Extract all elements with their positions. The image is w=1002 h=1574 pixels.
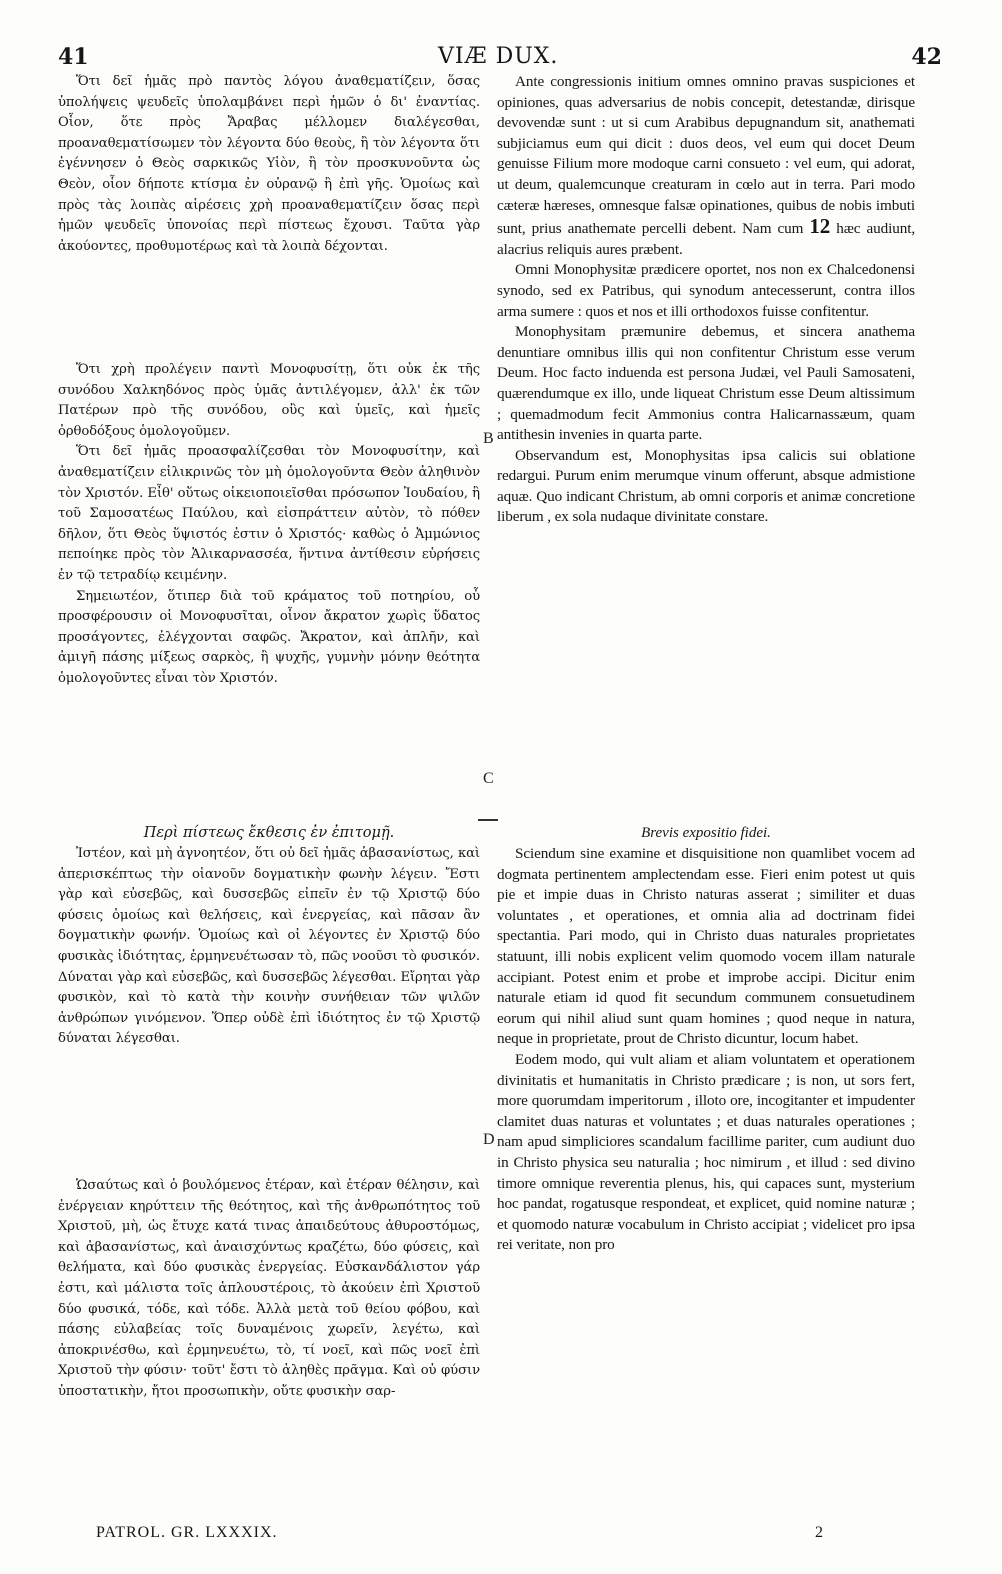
greek-paragraph-1: Ὅτι δεῖ ἡμᾶς πρὸ παντὸς λόγου ἀναθεματίζειν, ὅσας ὑπολήψεις ψευδεῖς ὑπολαμβάνει περὶ ἡμῶν ὁ δι' ἐναντίας. Οἷον, ὅτε πρὸς Ἄραβας μέλλομεν διαλέγεσθαι, προαναθεματίσωμεν τὸν λέγοντα δύο θεοὺς, ἢ τὸν λέγοντα ὅτι ἐγέννησεν ὁ Θεὸς σαρκικῶς Υἱὸν, ἢ τὸν προσκυνοῦντα ὡς Θεὸν, οἷον δήποτε κτίσμα ἐν οὐρανῷ ἢ ἐπὶ γῆς. Ὁμοίως καὶ πρὸς τὰς λοιπὰς αἱρέσεις χρὴ προαναθεματίζειν ὅσας περὶ ἡμῶν ψευδεῖς ὑπονοίας περὶ πίστεως ἔχουσι. Ταῦτα γὰρ ἀκούοντες, προθυμοτέρως καὶ τὰ λοιπὰ δέχονται. xyxy=(58,74,480,254)
latin-section-1 xyxy=(497,72,915,528)
latin-paragraph-3: Monophysitam præmunire debemus, et sincera anathema denuntiare omnibus illis qui non confitentur Christum esse verum Deum. Hoc facto induenda est persona Judæi, vel Pauli Samosateni, quærendumque ex illo, unde liqueat Christum esse Deum altissimum ; quemadmodum fecit Ammonius contra Halicarnassæum, quam antithesin invenies in quarta parte. xyxy=(497,323,915,444)
latin-heading: Brevis expositio fidei. xyxy=(641,825,771,841)
running-title: VIÆ DUX. xyxy=(438,44,559,69)
greek-paragraph-5: Ἰστέον, καὶ μὴ ἀγνοητέον, ὅτι οὐ δεῖ ἡμᾶς ἀβασανίστως, καὶ ἀπερισκέπτως τὴν οἱανοῦν δογματικὴν φωνὴν λέγειν. Ἔστι γὰρ καὶ εὐσεβῶς, καὶ δυσσεβῶς εἰπεῖν ἐν τῷ Χριστῷ δύο φύσεις ὁμοίως καὶ θελήσεις, καὶ ἐνεργείας, καὶ πᾶσαν ἂν δογματικὴν φωνήν. Ὁμοίως καὶ οἱ λέγοντες ἐν Χριστῷ δύο φυσικὰς ἰδιότητας, ἑρμηνευέτωσαν τὸ, πῶς νοοῦσι τὸ φυσικόν. Δύναται γὰρ καὶ εὐσεβῶς, καὶ δυσσεβῶς λέγεσθαι. Εἴρηται γὰρ φυσικὸν, καὶ τὸ κατὰ τὴν κοινὴν συνήθειαν τῶν ψιλῶν ἀνθρώπων γινόμενον. Ὅπερ οὐδὲ ἐπὶ ἰδιότητος ἐν τῷ Χριστῷ δύναται λέγεσθαι. xyxy=(58,846,480,1047)
greek-section-3 xyxy=(58,822,480,1050)
latin-paragraph-6: Eodem modo, qui vult aliam et aliam voluntatem et operationem divinitatis et humanitatis in Christo prædicare ; is non, ut sors fert, more quorumdam imperitorum , illoto ore, incogitanter et impudenter clamitet duas naturas et voluntates ; et duas naturales operationes ; nam apud simpliciores scandalum facillime pariter, cum audiunt duo in Christo physica seu naturalia ; hoc nimirum , et illud : sed divino timore omnique reverentia plenus, his, qui capaces sunt, mysterium hoc pandat, rogatusque respondeat, et explicet, quid nomine naturæ ; et quomodo naturæ vocabulum in Christo accipiat ; videlicet pro ipsa rei veritate, non pro xyxy=(497,1050,915,1254)
page-header xyxy=(58,44,942,74)
greek-section-2 xyxy=(58,360,480,690)
latin-paragraph-2: Omni Monophysitæ prædicere oportet, nos non ex Chalcedonensi synodo, sed ex Patribus, qui synodum antecesserunt, contra illos arma sumere : quos et nos et illi orthodoxos fuisse confitentur. xyxy=(497,261,915,320)
latin-paragraph-4: Observandum est, Monophysitas ipsa calicis sui oblatione redargui. Purum enim merumque vinum offerunt, absque admistione aquæ. Quo indicant Christum, ab omni corporis et animæ concretione liberum , ex sola nudaque divinitate constare. xyxy=(497,446,915,526)
margin-marker-b: B xyxy=(483,430,494,447)
latin-paragraph-1 xyxy=(497,72,915,260)
greek-paragraph-4: Σημειωτέον, ὅτιπερ διὰ τοῦ κράματος τοῦ ποτηρίου, οὗ προσφέρουσιν οἱ Μονοφυσῖται, οἶνον ἄκρατον χωρὶς ὕδατος προσάγοντες, ἐλέγχονται σαφῶς. Ἄκρατον, καὶ ἁπλῆν, καὶ ἀμιγῆ πάσης μίξεως σαρκὸς, ἢ ψυχῆς, γυμνὴν μόνην θεότητα ὁμολογοῦντες εἶναι τὸν Χριστόν. xyxy=(58,588,480,686)
footer-signature: PATROL. GR. LXXXIX. xyxy=(96,1524,278,1541)
footer-sheet-number: 2 xyxy=(815,1524,823,1541)
greek-section-1 xyxy=(58,72,480,257)
greek-paragraph-2: Ὅτι χρὴ προλέγειν παντὶ Μονοφυσίτῃ, ὅτι οὐκ ἐκ τῆς συνόδου Χαλκηδόνος πρὸς ὑμᾶς ἀντιλέγομεν, ἀλλ' ἐκ τῶν Πατέρων πρὸ τῆς συνόδου, οὓς καὶ ὑμεῖς, καὶ ἡμεῖς ὀρθοδόξους ὁμολογοῦμεν. xyxy=(58,362,480,439)
page-number-right: 42 xyxy=(911,44,942,70)
greek-heading: Περὶ πίστεως ἔκθεσις ἐν ἐπιτομῇ. xyxy=(143,825,395,841)
greek-paragraph-6: Ὡσαύτως καὶ ὁ βουλόμενος ἑτέραν, καὶ ἑτέραν θέλησιν, καὶ ἐνέργειαν κηρύττειν τῆς θεότητος, καὶ τῆς ἀνθρωπότητος τοῦ Χριστοῦ, μὴ, ὡς ἔτυχε κατά τινας ἀπαιδεύτους ἀθυροστόμως, καὶ ἀβασανίστως, καὶ ἀναισχύντως κραζέτω, δύο φύσεις, καὶ θελήματα, καὶ δύο φυσικὰς ἐνεργείας. Εὐσκανδάλιστον γάρ ἐστι, καὶ μάλιστα τοῖς ἁπλουστέροις, τὸ ἀκούειν ἐπὶ Χριστοῦ δύο φυσικά, τόδε, καὶ τόδε. Ἀλλὰ μετὰ τοῦ θείου φόβου, καὶ πάσης εὐλαβείας τοῖς δυναμένοις χωρεῖν, λεγέτω, καὶ ἀποκρινέσθω, καὶ ἑρμηνευέτω, τὸ, τί νοεῖ, καὶ πῶς νοεῖ ἐπὶ Χριστοῦ τὴν φύσιν· τοῦτ' ἔστι τὸ ἀληθὲς πρᾶγμα. Καὶ οὐ φύσιν ὑποστατικὴν, ἤτοι προσωπικὴν, οὔτε φυσικὴν σαρ- xyxy=(58,1178,480,1399)
latin-paragraph-1-end: hæc audiunt, alacrius reliquis aures præbent. xyxy=(497,220,916,258)
latin-paragraph-1-text: Ante congressionis initium omnes omnino pravas suspiciones et opiniones, quas adversarius de nobis concepit, detestandæ, dirisque devovendæ sunt : ut si cum Arabibus depugnandum sit, anathemati subjiciamus eum qui dicit : duos deos, vel eum qui docet Deum genuisse Filium more modoque carni consueto : vel eum, qui adorat, ut deum, qualemcunque creaturam in cœlo aut in terra. Pari modo cæteræ hæreses, omnesque falsæ opinationes, quibus de nobis imbuti sunt, prius anathemate percelli debent. Nam cum xyxy=(497,73,915,238)
column-number: 12 xyxy=(809,214,831,239)
latin-section-2 xyxy=(497,822,915,1256)
page-number-left: 41 xyxy=(58,44,89,70)
section-rule xyxy=(478,819,498,821)
margin-marker-c: C xyxy=(483,770,494,787)
margin-marker-d: D xyxy=(483,1131,495,1148)
latin-paragraph-5: Sciendum sine examine et disquisitione non quamlibet vocem ad dogmata pertinentem amplectendam esse. Fieri enim potest ut quis pie et impie duas in Christo naturas asserat ; similiter et duas voluntates , et operationes, et omnia alia ad doctrinam fidei spectantia. Pari modo, qui in Christo duas naturales proprietates statuunt, illi nobis explicent velim quomodo vocem illam naturale accipiant. Potest enim et probe et improbe accipi. Dicitur enim naturale etiam id quod fit secundum communem consuetudinem eorum qui nihil aliud sunt quam homines ; quod neque in natura, neque in proprietate, prout de Christo dicuntur, locum habet. xyxy=(497,845,915,1048)
greek-section-4 xyxy=(58,1176,480,1403)
greek-paragraph-3: Ὅτι δεῖ ἡμᾶς προασφαλίζεσθαι τὸν Μονοφυσίτην, καὶ ἀναθεματίζειν εἰλικρινῶς τὸν μὴ ὁμολογοῦντα Θεὸν ἀληθινὸν τὸν Χριστόν. Εἶθ' οὕτως οἰκειοποιεῖσθαι πρόσωπον Ἰουδαίου, ἢ τοῦ Σαμοσατέως Παύλου, καὶ εἰσπράττειν αὐτὸν, τὸ πόθεν δῆλον, ὅτι Θεὸς ὕψιστός ἐστιν ὁ Χριστός· καθὼς ὁ Ἀμμώνιος πεποίηκε πρὸς τὸν Ἁλικαρνασσέα, ἥντινα ἀντίθεσιν εὑρήσεις ἐν τῷ τετραδίῳ κειμένην. xyxy=(58,444,480,583)
